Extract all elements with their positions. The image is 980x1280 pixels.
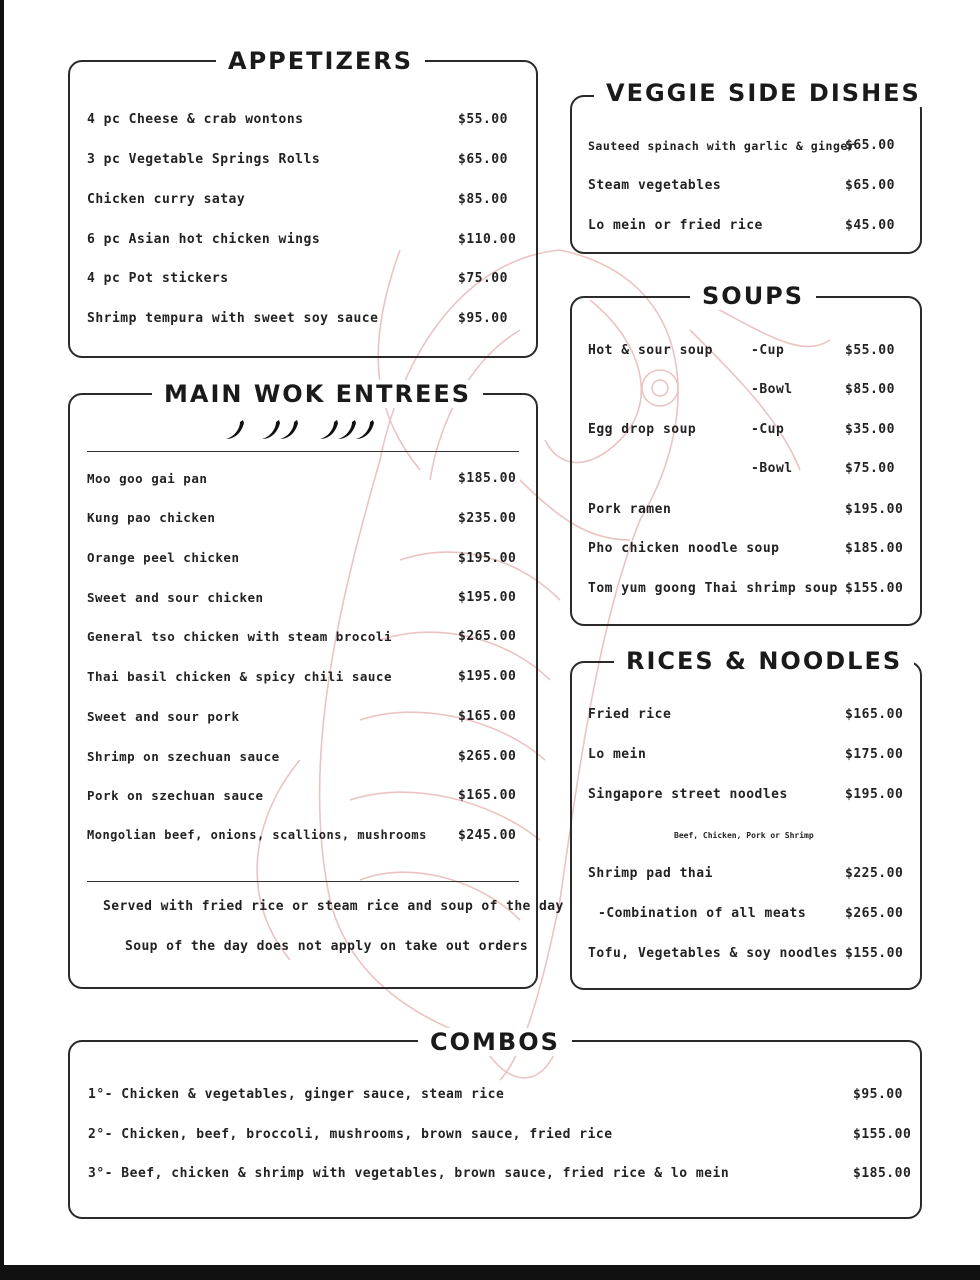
veggie-item-price: $65.00 [845, 178, 895, 193]
rice-item-price: $195.00 [845, 787, 904, 802]
entree-item-price: $265.00 [458, 749, 517, 764]
rice-item-name: Lo mein [588, 747, 647, 762]
veggie-title: VEGGIE SIDE DISHES [594, 79, 933, 107]
appetizer-item-name: 4 pc Pot stickers [87, 271, 229, 286]
entree-item-price: $195.00 [458, 669, 517, 684]
chili-pepper-icon [222, 419, 248, 441]
entree-item-name: Orange peel chicken [87, 550, 240, 565]
soup-size: -Bowl [751, 382, 793, 397]
entree-item-price: $245.00 [458, 828, 517, 843]
entree-item-price: $195.00 [458, 551, 517, 566]
rice-item-price: $265.00 [845, 906, 904, 921]
soup-item-name: Hot & sour soup [588, 343, 713, 358]
rices-title: RICES & NOODLES [614, 647, 914, 675]
entree-item-name: Sweet and sour pork [87, 709, 240, 724]
appetizers-title: APPETIZERS [216, 47, 425, 75]
soup-item-name: Egg drop soup [588, 422, 697, 437]
appetizer-item-price: $75.00 [458, 271, 508, 286]
appetizer-item-price: $110.00 [458, 232, 517, 247]
appetizer-item-price: $85.00 [458, 192, 508, 207]
soup-size: -Bowl [751, 461, 793, 476]
appetizer-item-name: 3 pc Vegetable Springs Rolls [87, 152, 321, 167]
main-wok-title: MAIN WOK ENTREES [152, 380, 483, 408]
entree-item-price: $165.00 [458, 788, 517, 803]
combo-item-price: $185.00 [853, 1166, 912, 1181]
entree-item-name: Kung pao chicken [87, 510, 216, 525]
appetizer-item-name: 6 pc Asian hot chicken wings [87, 232, 321, 247]
soup-item-price: $85.00 [845, 382, 895, 397]
entree-item-name: Moo goo gai pan [87, 471, 208, 486]
rice-item-name: Shrimp pad thai [588, 866, 713, 881]
veggie-item-name: Lo mein or fried rice [588, 218, 763, 233]
divider [87, 881, 519, 882]
soup-item-price: $155.00 [845, 581, 904, 596]
combo-item-name: 2°- Chicken, beef, broccoli, mushrooms, brown sauce, fried rice [88, 1127, 613, 1142]
rice-item-price: $225.00 [845, 866, 904, 881]
combo-item-price: $95.00 [853, 1087, 903, 1102]
appetizer-item-name: 4 pc Cheese & crab wontons [87, 112, 304, 127]
soup-item-name: Tom yum goong Thai shrimp soup [588, 581, 838, 596]
veggie-item-name: Sauteed spinach with garlic & ginger [588, 139, 856, 153]
chili-pepper-icon [258, 419, 302, 441]
page-frame-left [0, 0, 4, 1265]
appetizer-item-price: $55.00 [458, 112, 508, 127]
entree-item-price: $165.00 [458, 709, 517, 724]
appetizer-item-name: Chicken curry satay [87, 192, 246, 207]
page-frame-bottom [0, 1265, 980, 1280]
rice-item-name: Singapore street noodles [588, 787, 788, 802]
soup-item-price: $75.00 [845, 461, 895, 476]
chili-pepper-icon [316, 419, 378, 441]
entree-item-name: General tso chicken with steam brocoli [87, 629, 392, 644]
entree-item-price: $235.00 [458, 511, 517, 526]
veggie-item-price: $45.00 [845, 218, 895, 233]
soup-size: -Cup [751, 422, 785, 437]
combo-item-price: $155.00 [853, 1127, 912, 1142]
combo-item-name: 3°- Beef, chicken & shrimp with vegetables, brown sauce, fried rice & lo mein [88, 1166, 730, 1181]
veggie-item-price: $65.00 [845, 138, 895, 153]
rice-item-name: Fried rice [588, 707, 672, 722]
soup-item-price: $185.00 [845, 541, 904, 556]
soup-size: -Cup [751, 343, 785, 358]
entree-item-name: Shrimp on szechuan sauce [87, 749, 280, 764]
veggie-item-name: Steam vegetables [588, 178, 722, 193]
entree-item-name: Mongolian beef, onions, scallions, mushrooms [87, 828, 427, 842]
soup-item-price: $55.00 [845, 343, 895, 358]
served-with-note: Served with fried rice or steam rice and soup of the day [103, 899, 564, 914]
meat-options-note: Beef, Chicken, Pork or Shrimp [674, 831, 814, 840]
combo-item-name: 1°- Chicken & vegetables, ginger sauce, steam rice [88, 1087, 505, 1102]
entree-item-name: Thai basil chicken & spicy chili sauce [87, 669, 392, 684]
entree-item-price: $195.00 [458, 590, 517, 605]
soup-item-name: Pork ramen [588, 502, 672, 517]
entree-item-price: $185.00 [458, 471, 517, 486]
soup-item-price: $35.00 [845, 422, 895, 437]
entree-item-name: Pork on szechuan sauce [87, 788, 264, 803]
appetizer-item-price: $95.00 [458, 311, 508, 326]
appetizer-item-price: $65.00 [458, 152, 508, 167]
soup-item-price: $195.00 [845, 502, 904, 517]
entree-item-name: Sweet and sour chicken [87, 590, 264, 605]
rice-item-price: $155.00 [845, 946, 904, 961]
rice-item-name: Tofu, Vegetables & soy noodles [588, 946, 838, 961]
soup-item-name: Pho chicken noodle soup [588, 541, 780, 556]
divider [87, 451, 519, 452]
appetizer-item-name: Shrimp tempura with sweet soy sauce [87, 311, 379, 326]
entree-item-price: $265.00 [458, 629, 517, 644]
rice-item-price: $165.00 [845, 707, 904, 722]
rice-item-price: $175.00 [845, 747, 904, 762]
take-out-note: Soup of the day does not apply on take out orders [125, 939, 529, 954]
soups-title: SOUPS [690, 282, 816, 310]
combos-title: COMBOS [418, 1028, 572, 1056]
rice-item-name: -Combination of all meats [598, 906, 807, 921]
